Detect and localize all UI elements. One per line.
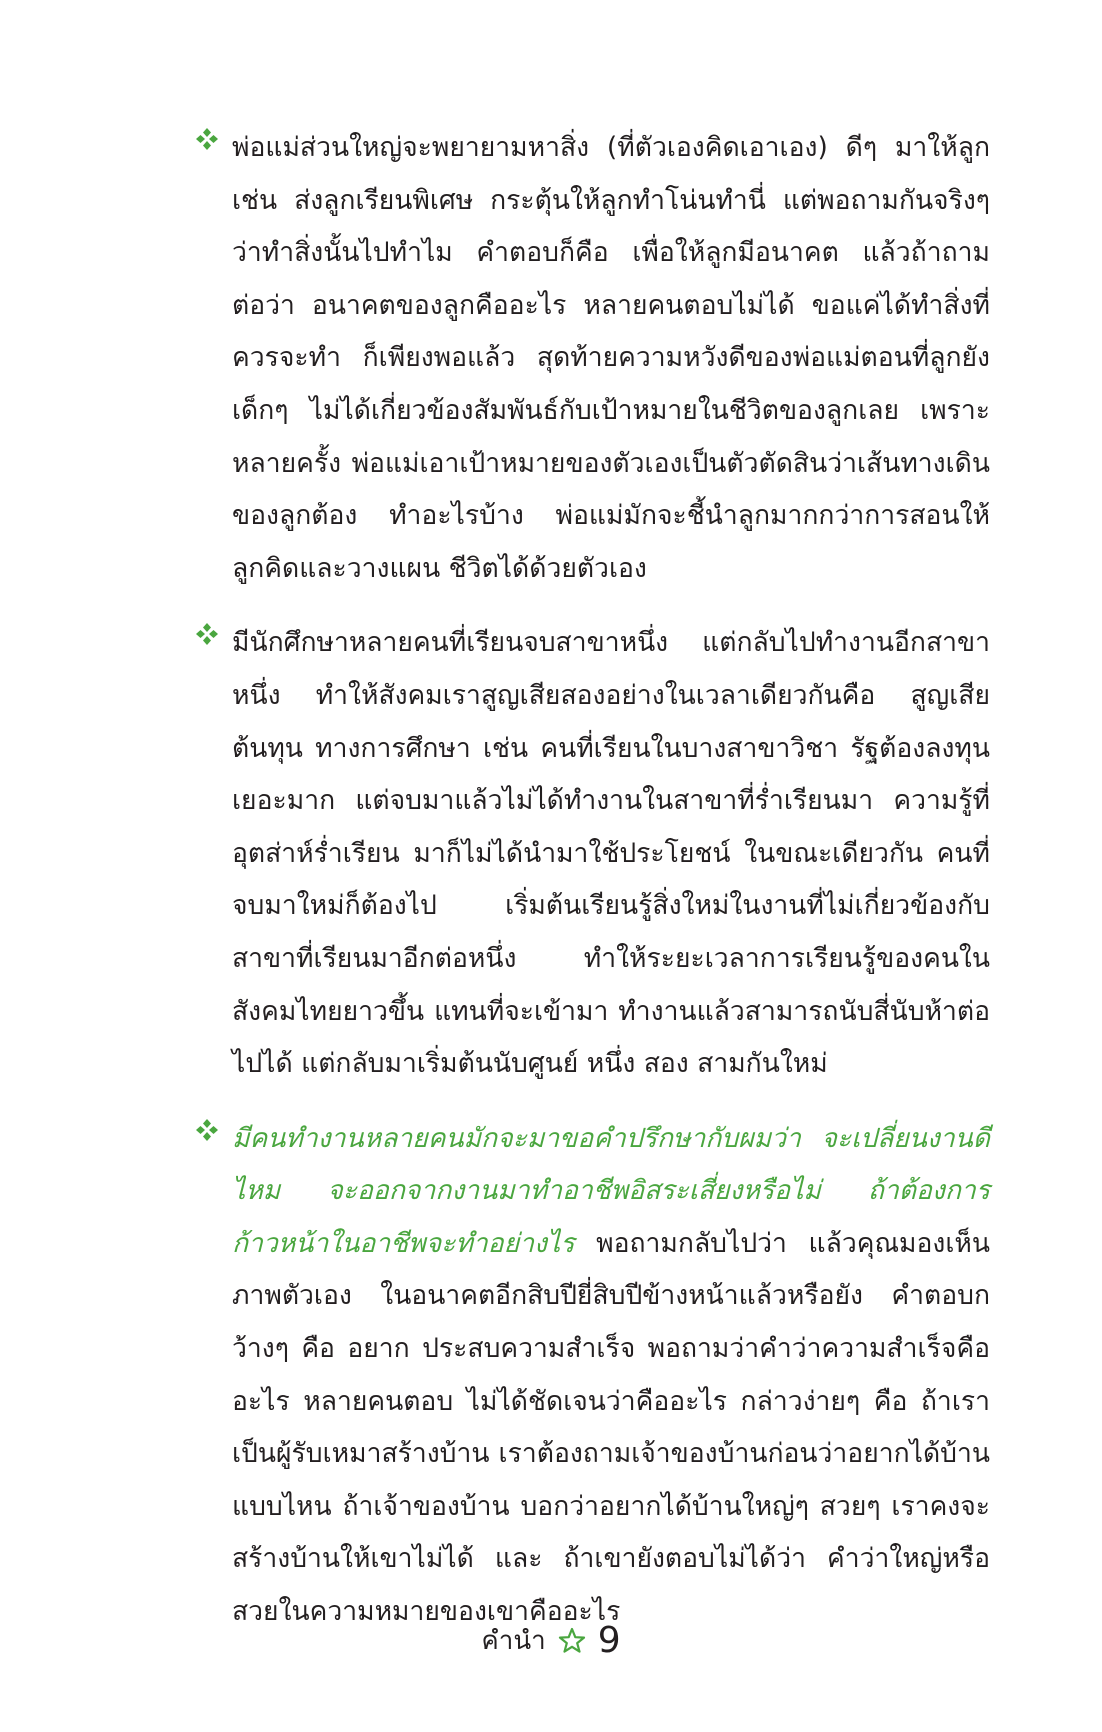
paragraph-1-text: พ่อแม่ส่วนใหญ่จะพยายามหาสิ่ง (ที่ตัวเองคิดเอาเอง) ดีๆ มาให้ลูก เช่น ส่งลูกเรียนพิเศษ กระตุ้นให้ลูกทำโน่นทำนี่ แต่พอถามกันจริงๆ ว่าทำสิ่งนั้นไปทำไม คำตอบก็คือ เพื่อให้ลูกมีอนาคต แล้วถ้าถามต่อว่า อนาคตของลูกคืออะไร หลายคนตอบไม่ได้ ขอแค่ได้ทำสิ่งที่ควรจะทำ ก็เพียงพอแล้ว สุดท้ายความหวังดีของพ่อแม่ตอนที่ลูกยังเด็กๆ ไม่ได้เกี่ยวข้องสัมพันธ์กับเป้าหมายในชีวิตของลูกเลย เพราะหลายครั้ง พ่อแม่เอาเป้าหมายของตัวเองเป็นตัวตัดสินว่าเส้นทางเดินของลูกต้อง ทำอะไรบ้าง พ่อแม่มักจะชี้นำลูกมากกว่าการสอนให้ลูกคิดและวางแผน ชีวิตได้ด้วยตัวเอง <box>232 132 990 584</box>
page-body <box>194 122 990 1661</box>
four-diamond-bullet-icon <box>194 126 220 152</box>
four-diamond-bullet-icon <box>194 1117 220 1143</box>
paragraph-1 <box>232 122 990 595</box>
four-diamond-bullet-icon <box>194 621 220 647</box>
star-outline-icon <box>558 1627 586 1655</box>
page-number: 9 <box>597 1620 621 1661</box>
paragraph-3 <box>232 1113 990 1639</box>
bullet-item-3 <box>194 1113 990 1639</box>
paragraph-3-text: พอถามกลับไปว่า แล้วคุณมองเห็นภาพตัวเอง ในอนาคตอีกสิบปียี่สิบปีข้างหน้าแล้วหรือยัง คำตอบกว้างๆ คือ อยาก ประสบความสำเร็จ พอถามว่าคำว่าความสำเร็จคืออะไร หลายคนตอบ ไม่ได้ชัดเจนว่าคืออะไร กล่าวง่ายๆ คือ ถ้าเราเป็นผู้รับเหมาสร้างบ้าน เราต้องถามเจ้าของบ้านก่อนว่าอยากได้บ้านแบบไหน ถ้าเจ้าของบ้าน บอกว่าอยากได้บ้านใหญ่ๆ สวยๆ เราคงจะสร้างบ้านให้เขาไม่ได้ และ ถ้าเขายังตอบไม่ได้ว่า คำว่าใหญ่หรือสวยในความหมายของเขาคืออะไร <box>232 1227 990 1628</box>
bullet-item-2 <box>194 617 990 1090</box>
paragraph-2-text: มีนักศึกษาหลายคนที่เรียนจบสาขาหนึ่ง แต่กลับไปทำงานอีกสาขาหนึ่ง ทำให้สังคมเราสูญเสียสองอย่างในเวลาเดียวกันคือ สูญเสียต้นทุน ทางการศึกษา เช่น คนที่เรียนในบางสาขาวิชา รัฐต้องลงทุนเยอะมาก แต่จบมาแล้วไม่ได้ทำงานในสาขาที่ร่ำเรียนมา ความรู้ที่อุตส่าห์ร่ำเรียน มาก็ไม่ได้นำมาใช้ประโยชน์ ในขณะเดียวกัน คนที่จบมาใหม่ก็ต้องไป เริ่มต้นเรียนรู้สิ่งใหม่ในงานที่ไม่เกี่ยวข้องกับสาขาที่เรียนมาอีกต่อหนึ่ง ทำให้ระยะเวลาการเรียนรู้ของคนในสังคมไทยยาวขึ้น แทนที่จะเข้ามา ทำงานแล้วสามารถนับสี่นับห้าต่อไปได้ แต่กลับมาเริ่มต้นนับศูนย์ หนึ่ง สอง สามกันใหม่ <box>232 627 990 1080</box>
paragraph-3-highlight: มีคนทำงานหลายคนมักจะมาขอคำปรึกษากับผมว่า จะเปลี่ยนงานดีไหม จะออกจากงานมาทำอาชีพอิสระเสี่ยงหรือไม่ ถ้าต้องการก้าวหน้าในอาชีพจะทำอย่างไร <box>232 1122 990 1259</box>
footer-section-title: คำนำ <box>481 1626 546 1656</box>
bullet-item-1 <box>194 122 990 595</box>
page-footer <box>0 1620 1102 1661</box>
paragraph-2 <box>232 617 990 1090</box>
